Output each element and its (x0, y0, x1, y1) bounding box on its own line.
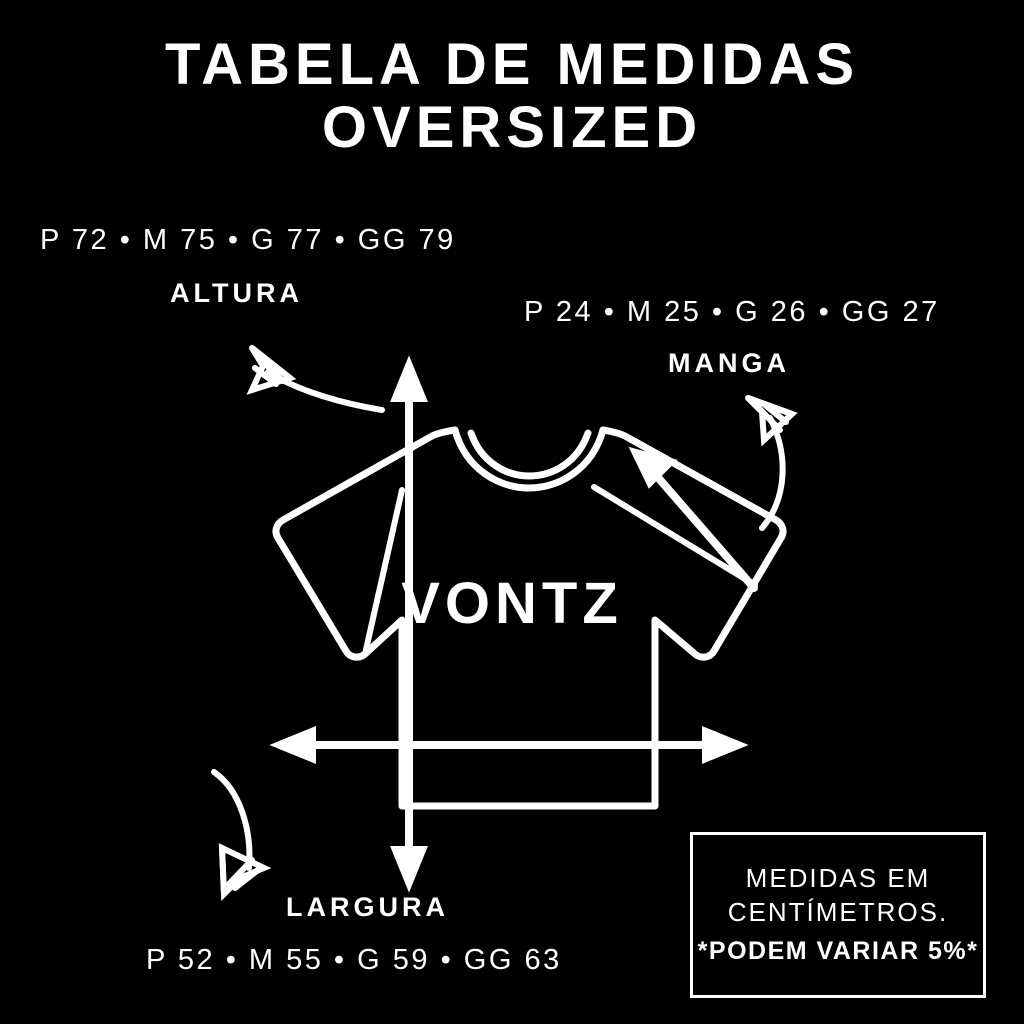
note-line-2: CENTÍMETROS. (727, 896, 949, 927)
largura-arrow (280, 732, 738, 758)
largura-values: P 52 • M 55 • G 59 • GG 63 (146, 944, 562, 976)
brand-wordmark: VONTZ (401, 571, 623, 636)
note-box (690, 832, 986, 998)
title-line-1: TABELA DE MEDIDAS (165, 32, 859, 97)
title-line-2: OVERSIZED (321, 94, 703, 160)
manga-values: P 24 • M 25 • G 26 • GG 27 (524, 296, 940, 328)
note-line-1: MEDIDAS EM (745, 863, 931, 894)
altura-values: P 72 • M 75 • G 77 • GG 79 (40, 224, 456, 256)
altura-label: ALTURA (170, 278, 303, 308)
altura-doodle-arrow (252, 348, 382, 410)
largura-doodle-arrow (214, 772, 264, 894)
note-line-3: *PODEM VARIAR 5%* (697, 937, 979, 966)
largura-label: LARGURA (286, 892, 449, 922)
manga-label: MANGA (668, 348, 790, 378)
